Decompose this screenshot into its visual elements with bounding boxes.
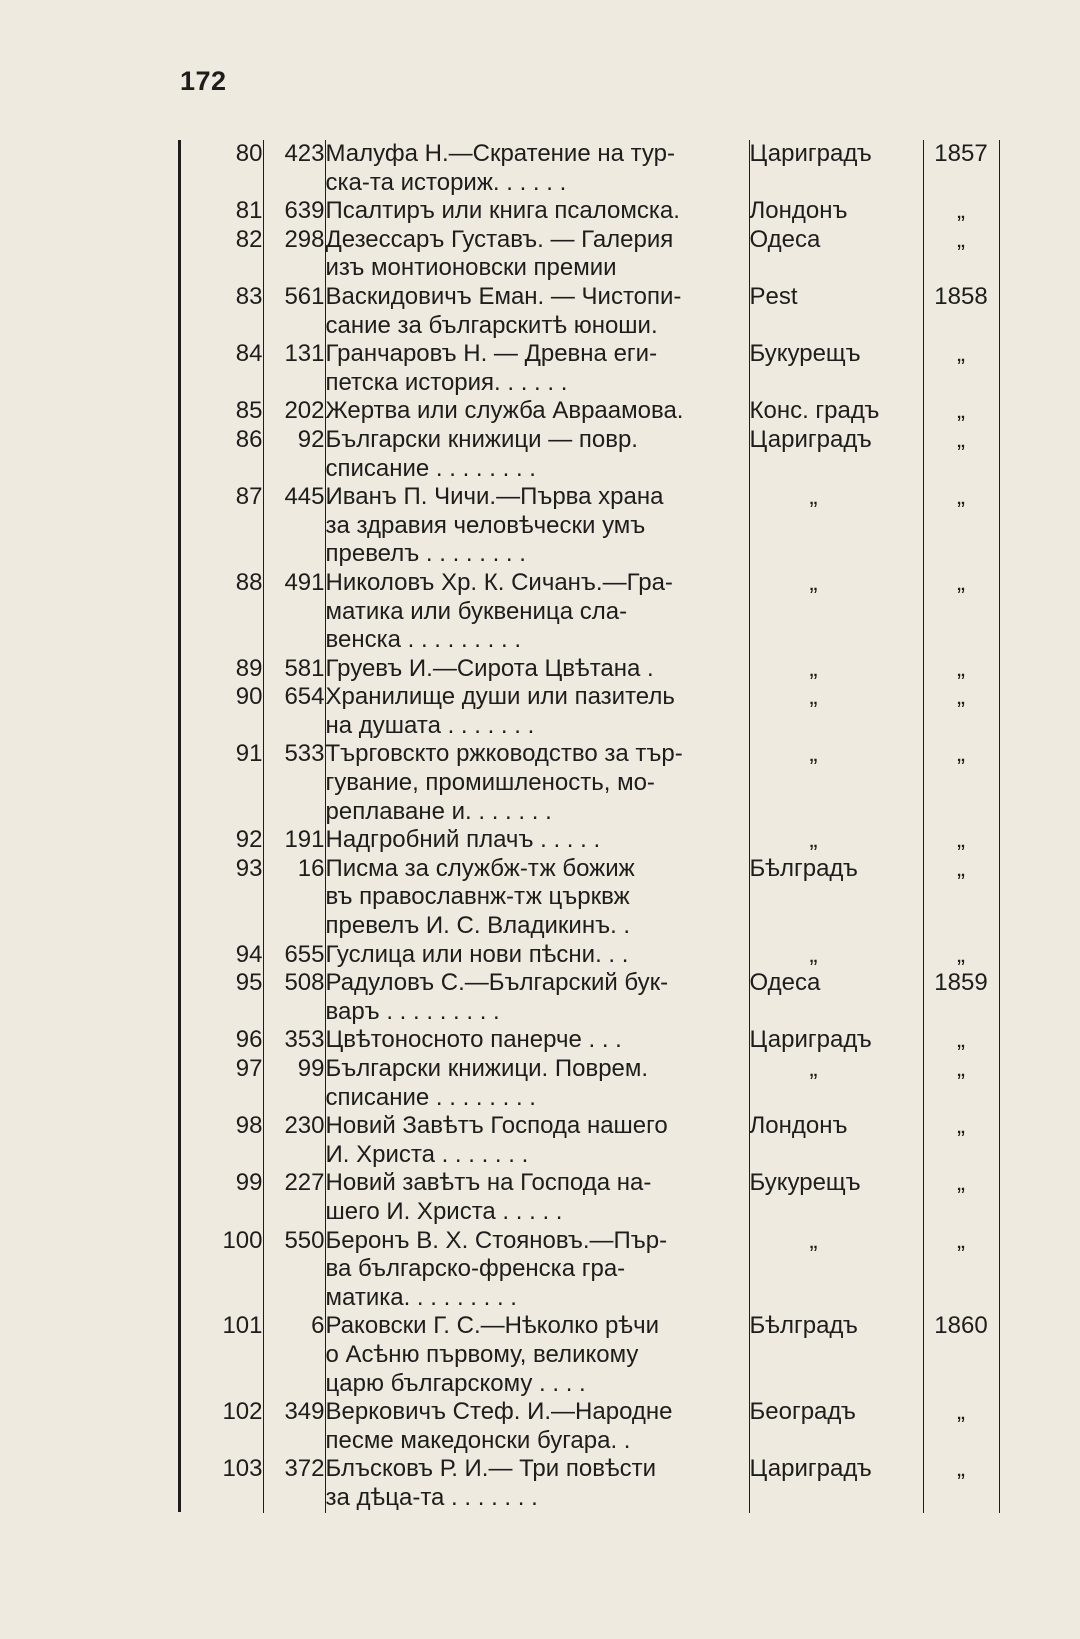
entry-title-line: Цвѣтоносното панерче . . . <box>325 1026 622 1054</box>
entry-number: 88 <box>235 568 263 596</box>
entry-code: 16 <box>263 855 325 941</box>
entry-number: 101 <box>222 1312 263 1340</box>
entry-title <box>325 655 749 684</box>
entry-title-line: Малуфа Н.—Скратение на тур- <box>325 140 675 167</box>
entry-place <box>749 655 923 684</box>
entry-place-text: Цариградъ <box>749 1455 872 1483</box>
entry-year <box>923 941 999 970</box>
entry-year-text: „ <box>957 483 965 511</box>
entry-year <box>923 1227 999 1313</box>
entry-place-text: „ <box>809 654 818 682</box>
entry-number: 96 <box>235 1026 263 1054</box>
entry-year-text: „ <box>957 397 965 425</box>
entry-place-text: Одеса <box>749 969 821 997</box>
entry-place-text: „ <box>809 740 818 768</box>
entry-title-line: Новий завѣтъ на Господа на- <box>325 1169 652 1197</box>
entry-number: 87 <box>235 483 263 511</box>
entry-title <box>325 1312 749 1398</box>
entry-place-text: „ <box>809 568 818 596</box>
entry-title-line: Беронъ В. Х. Стояновъ.—Пър- <box>325 1226 668 1254</box>
entry-title-line: Псалтиръ или книга псаломска. <box>325 197 680 225</box>
entry-place-text: Цариградъ <box>749 425 872 453</box>
entry-title <box>325 740 749 826</box>
entry-year-text: „ <box>957 826 965 854</box>
table-row <box>181 569 999 655</box>
entry-title-line: ска-та историж. . . . . . <box>325 168 567 196</box>
entry-code: 372 <box>263 1455 325 1512</box>
entry-code: 99 <box>263 1055 325 1112</box>
entry-year <box>923 683 999 740</box>
entry-title-line: Новий Завѣтъ Господа нашего <box>325 1112 668 1140</box>
entry-title-line: превелъ . . . . . . . . <box>325 540 526 568</box>
table-row <box>181 226 999 283</box>
entry-code: 581 <box>263 655 325 684</box>
entry-title-line: Груевъ И.—Сирота Цвѣтана . <box>325 654 654 682</box>
entry-number: 98 <box>235 1112 263 1140</box>
entry-place <box>749 397 923 426</box>
entry-year <box>923 855 999 941</box>
catalog-table <box>181 140 1000 1513</box>
entry-place-text: „ <box>809 483 818 511</box>
entry-title <box>325 283 749 340</box>
entry-title-line: царю българскому . . . . <box>325 1369 586 1397</box>
entry-place <box>749 197 923 226</box>
entry-title-line: Хранилище души или пазитель <box>325 683 675 711</box>
table-row <box>181 340 999 397</box>
entry-year <box>923 569 999 655</box>
entry-title-line: Надгробний плачъ . . . . . <box>325 826 601 854</box>
table-row <box>181 683 999 740</box>
entry-title-line: Жертва или служба Авраамова. <box>325 397 684 425</box>
table-row <box>181 397 999 426</box>
entry-title-line: превелъ И. С. Владикинъ. . <box>325 912 631 940</box>
entry-code: 92 <box>263 426 325 483</box>
entry-title <box>325 683 749 740</box>
entry-number: 99 <box>235 1169 263 1197</box>
entry-title-line: варъ . . . . . . . . . <box>325 997 500 1025</box>
table-row <box>181 140 999 197</box>
entry-place-text: Цариградъ <box>749 1026 872 1054</box>
entry-year <box>923 740 999 826</box>
table-row <box>181 655 999 684</box>
entry-number: 86 <box>235 425 263 453</box>
entry-title <box>325 569 749 655</box>
entry-place-text: „ <box>809 826 818 854</box>
table-row <box>181 1455 999 1512</box>
entry-place-text: Pest <box>749 282 798 310</box>
entry-title <box>325 426 749 483</box>
entry-place <box>749 1112 923 1169</box>
entry-number: 85 <box>235 397 263 425</box>
table-row <box>181 426 999 483</box>
entry-year-text: 1857 <box>934 140 988 167</box>
table-row <box>181 740 999 826</box>
entry-number: 83 <box>235 282 263 310</box>
entry-number: 84 <box>235 340 263 368</box>
entry-year-text: „ <box>957 1112 965 1140</box>
entry-code: 423 <box>263 140 325 197</box>
entry-code: 131 <box>263 340 325 397</box>
entry-title-line: венска . . . . . . . . . <box>325 626 521 654</box>
entry-place <box>749 740 923 826</box>
entry-title-line: матика или буквеница сла- <box>325 597 628 625</box>
entry-code: 349 <box>263 1398 325 1455</box>
entry-title <box>325 1227 749 1313</box>
entry-title <box>325 855 749 941</box>
entry-year-text: 1859 <box>934 969 988 997</box>
entry-title-line: Търговскто ржководство за тър- <box>325 740 683 768</box>
entry-title <box>325 197 749 226</box>
entry-year-text: „ <box>957 683 965 711</box>
entry-place-text: Цариградъ <box>749 140 872 167</box>
table-row <box>181 1112 999 1169</box>
entry-place-text: Букурещъ <box>749 1169 861 1197</box>
entry-title-line: петска история. . . . . . <box>325 368 568 396</box>
entry-place <box>749 140 923 197</box>
entry-title-line: Раковски Г. С.—Нѣколко рѣчи <box>325 1312 660 1340</box>
entry-code: 491 <box>263 569 325 655</box>
entry-year-text: „ <box>957 740 965 768</box>
entry-title-line: И. Христа . . . . . . . <box>325 1140 529 1168</box>
entry-title-line: Български книжици — повр. <box>325 425 638 453</box>
entry-title-line: Васкидовичъ Еман. — Чистопи- <box>325 282 682 310</box>
entry-place-text: Букурещъ <box>749 340 861 368</box>
entry-title-line: на душата . . . . . . . <box>325 711 535 739</box>
entry-year <box>923 1312 999 1398</box>
entry-title-line: реплаване и. . . . . . . <box>325 797 552 825</box>
entry-number: 91 <box>235 740 263 768</box>
entry-place <box>749 483 923 569</box>
entry-number: 97 <box>235 1055 263 1082</box>
entry-title <box>325 826 749 855</box>
entry-year <box>923 397 999 426</box>
entry-year-text: „ <box>957 1398 965 1426</box>
table-row <box>181 969 999 1026</box>
entry-year <box>923 1169 999 1226</box>
entry-code: 298 <box>263 226 325 283</box>
entry-number: 93 <box>235 854 263 882</box>
entry-title-line: Дезессаръ Густавъ. — Галерия <box>325 225 674 253</box>
entry-title-line: Иванъ П. Чичи.—Първа храна <box>325 483 664 511</box>
entry-number: 80 <box>235 140 263 167</box>
entry-title <box>325 226 749 283</box>
entry-year-text: „ <box>957 425 965 453</box>
entry-place-text: Бѣлградъ <box>749 854 858 882</box>
entry-place <box>749 226 923 283</box>
entry-title-line: ва българско-френска гра- <box>325 1255 626 1283</box>
entry-title <box>325 941 749 970</box>
entry-title-line: въ православнж-тж църквж <box>325 883 630 911</box>
entry-place <box>749 569 923 655</box>
entry-year <box>923 969 999 1026</box>
entry-place-text: Лондонъ <box>749 197 848 225</box>
entry-year-text: „ <box>957 1055 965 1082</box>
entry-title <box>325 340 749 397</box>
entry-place <box>749 941 923 970</box>
entry-place <box>749 1455 923 1512</box>
entry-year <box>923 826 999 855</box>
entry-year-text: „ <box>957 568 965 596</box>
entry-title-line: шего И. Христа . . . . . <box>325 1197 563 1225</box>
entry-year-text: 1860 <box>934 1312 988 1340</box>
entry-year <box>923 483 999 569</box>
entry-number: 92 <box>235 826 263 854</box>
entry-title <box>325 397 749 426</box>
entry-title-line: Верковичъ Стеф. И.—Народне <box>325 1398 673 1426</box>
entry-number: 82 <box>235 225 263 253</box>
entry-title <box>325 1455 749 1512</box>
entry-title-line: о Асѣню първому, великому <box>325 1340 639 1368</box>
entry-number: 95 <box>235 969 263 997</box>
entry-title <box>325 1055 749 1112</box>
table-row <box>181 197 999 226</box>
entry-title <box>325 1169 749 1226</box>
entry-place <box>749 1026 923 1055</box>
entry-title-line: за дѣца-та . . . . . . . <box>325 1483 538 1511</box>
entry-place <box>749 340 923 397</box>
entry-year <box>923 283 999 340</box>
entry-code: 508 <box>263 969 325 1026</box>
entry-year-text: „ <box>957 197 965 225</box>
entry-code: 191 <box>263 826 325 855</box>
table-row <box>181 1227 999 1313</box>
entry-place-text: Београдъ <box>749 1398 856 1426</box>
entry-title-line: песме македонски бугара. . <box>325 1426 631 1454</box>
entry-year-text: „ <box>957 1455 965 1483</box>
entry-year <box>923 655 999 684</box>
entry-place <box>749 1055 923 1112</box>
entry-title-line: Гранчаровъ Н. — Древна еги- <box>325 340 658 368</box>
entry-title-line: Гуслица или нови пѣсни. . . <box>325 940 629 968</box>
entry-title-line: за здравия человѣчески умъ <box>325 511 646 539</box>
entry-place <box>749 1169 923 1226</box>
entry-place <box>749 426 923 483</box>
page-number: 172 <box>180 66 227 96</box>
entry-place-text: „ <box>809 683 818 711</box>
entry-year <box>923 340 999 397</box>
entry-year <box>923 1455 999 1512</box>
entry-place <box>749 1312 923 1398</box>
entry-year-text: „ <box>957 225 965 253</box>
table-row <box>181 1312 999 1398</box>
table-row <box>181 1026 999 1055</box>
entry-place-text: „ <box>809 1055 818 1082</box>
entry-year <box>923 426 999 483</box>
entry-number: 90 <box>235 683 263 711</box>
entry-code: 202 <box>263 397 325 426</box>
entry-title-line: матика. . . . . . . . . <box>325 1283 517 1311</box>
entry-code: 654 <box>263 683 325 740</box>
entry-title <box>325 1026 749 1055</box>
entry-year-text: „ <box>957 1226 965 1254</box>
entry-code: 639 <box>263 197 325 226</box>
entry-title-line: изъ монтионовски премии <box>325 254 617 282</box>
table-row <box>181 1055 999 1112</box>
entry-title-line: списание . . . . . . . . <box>325 454 536 482</box>
table-row <box>181 826 999 855</box>
entry-year <box>923 1026 999 1055</box>
entry-code: 655 <box>263 941 325 970</box>
table-row <box>181 283 999 340</box>
entry-code: 230 <box>263 1112 325 1169</box>
table-row <box>181 855 999 941</box>
entry-title-line: сание за българскитѣ юноши. <box>325 311 658 339</box>
entry-year-text: „ <box>957 340 965 368</box>
entry-title-line: Радуловъ С.—Българский бук- <box>325 969 669 997</box>
entry-place <box>749 1398 923 1455</box>
table-row <box>181 1169 999 1226</box>
entry-code: 227 <box>263 1169 325 1226</box>
entry-title <box>325 1398 749 1455</box>
entry-number: 102 <box>222 1398 263 1426</box>
entry-number: 94 <box>235 940 263 968</box>
catalog-table-body <box>181 140 999 1513</box>
entry-place <box>749 826 923 855</box>
entry-title <box>325 483 749 569</box>
table-row <box>181 941 999 970</box>
entry-code: 6 <box>263 1312 325 1398</box>
entry-title-line: Писма за службж-тж божиж <box>325 854 635 882</box>
entry-year-text: „ <box>957 854 965 882</box>
entry-year <box>923 1055 999 1112</box>
entry-number: 103 <box>222 1455 263 1483</box>
table-row <box>181 1398 999 1455</box>
entry-title-line: Блъсковъ Р. И.— Три повѣсти <box>325 1455 657 1483</box>
entry-place-text: Лондонъ <box>749 1112 848 1140</box>
entry-place <box>749 1227 923 1313</box>
entry-place-text: „ <box>809 940 818 968</box>
entry-place-text: „ <box>809 1226 818 1254</box>
catalog-table-wrap <box>178 140 999 1512</box>
entry-code: 561 <box>263 283 325 340</box>
entry-code: 445 <box>263 483 325 569</box>
entry-title <box>325 1112 749 1169</box>
entry-place <box>749 969 923 1026</box>
entry-year-text: „ <box>957 654 965 682</box>
entry-title-line: списание . . . . . . . . <box>325 1083 536 1111</box>
entry-year <box>923 1112 999 1169</box>
entry-year-text: 1858 <box>934 282 988 310</box>
entry-year <box>923 226 999 283</box>
entry-code: 353 <box>263 1026 325 1055</box>
entry-place-text: Конс. градъ <box>749 397 880 425</box>
entry-place <box>749 683 923 740</box>
entry-title <box>325 140 749 197</box>
entry-year-text: „ <box>957 1026 965 1054</box>
entry-number: 89 <box>235 654 263 682</box>
entry-year <box>923 140 999 197</box>
entry-place <box>749 855 923 941</box>
entry-code: 550 <box>263 1227 325 1313</box>
entry-year-text: „ <box>957 1169 965 1197</box>
entry-place-text: Одеса <box>749 225 821 253</box>
entry-year <box>923 1398 999 1455</box>
entry-code: 533 <box>263 740 325 826</box>
entry-title <box>325 969 749 1026</box>
entry-place <box>749 283 923 340</box>
table-row <box>181 483 999 569</box>
entry-year-text: „ <box>957 940 965 968</box>
entry-number: 100 <box>222 1226 263 1254</box>
entry-place-text: Бѣлградъ <box>749 1312 858 1340</box>
entry-title-line: Николовъ Хр. К. Сичанъ.—Гра- <box>325 568 673 596</box>
entry-title-line: гувание, промишленость, мо- <box>325 769 655 797</box>
entry-year <box>923 197 999 226</box>
entry-number: 81 <box>235 197 263 225</box>
entry-title-line: Български книжици. Поврем. <box>325 1055 649 1082</box>
